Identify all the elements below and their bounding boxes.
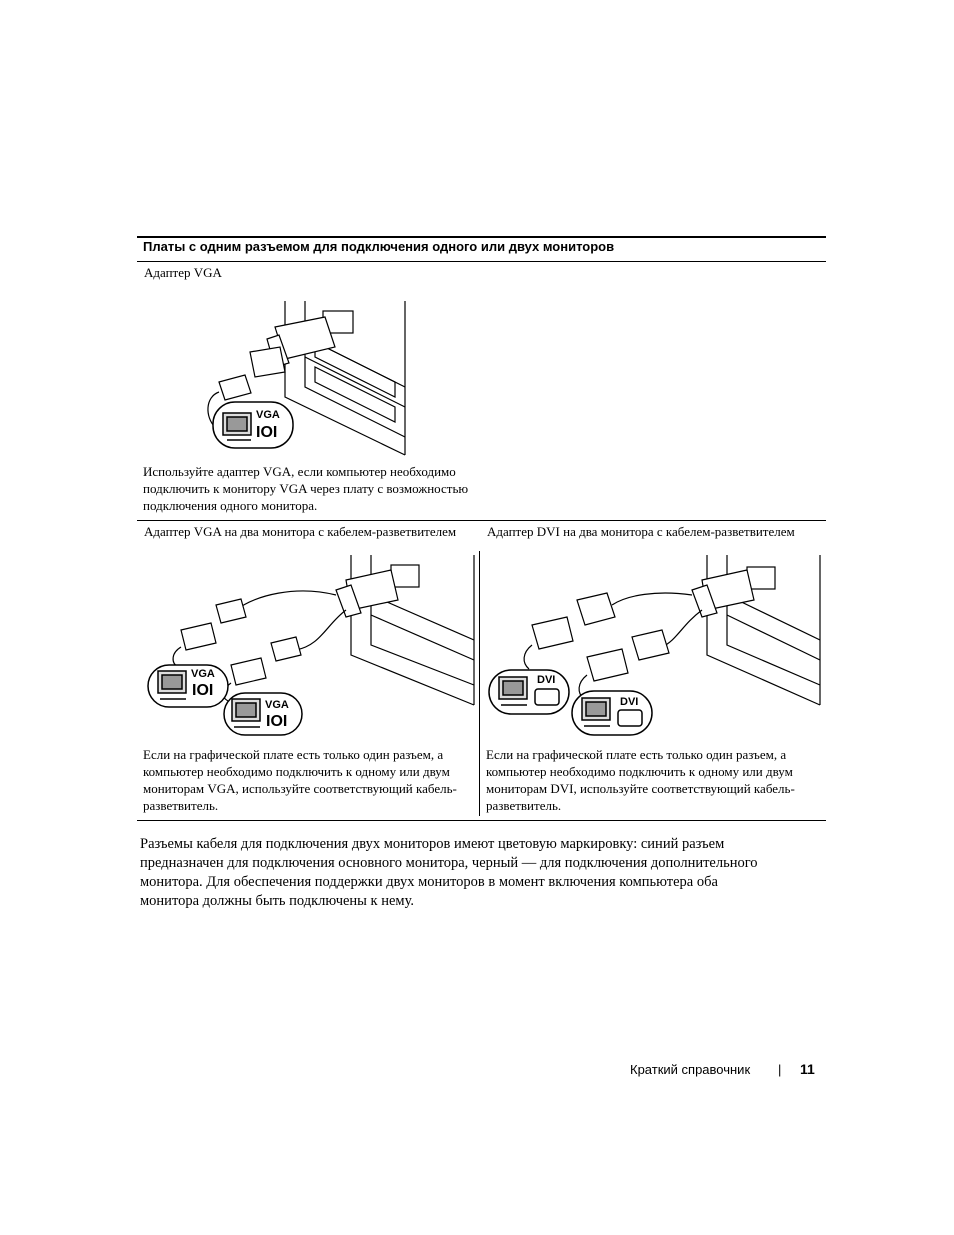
dvi-splitter-label: Адаптер DVI на два монитора с кабелем-разветвителем [487,524,795,539]
body-paragraph: Разъемы кабеля для подключения двух мониторов имеют цветовую маркировку: синий разъем предназначен для подключения основного монитора, черный — для подключения дополнительного монитора. Для обеспечения поддержки двух мониторов в момент включения компьютера оба монитора должны быть подключены к нему. [140,836,758,909]
dvi-splitter-illustration [487,555,822,735]
table-bottom-rule [137,820,826,821]
dvi-badge-text-1: DVI [537,674,556,686]
dvi-badge-text-2: DVI [620,696,639,708]
table-top-rule [137,236,826,238]
vga-adapter-label: Адаптер VGA [144,265,222,280]
vga-badge-text-1: VGA [191,668,215,680]
footer-section-title: Краткий справочник [630,1062,751,1077]
table-heading: Платы с одним разъемом для подключения одного или двух мониторов [143,239,615,254]
vga-monitor-badge-1 [148,665,228,707]
table-header-rule [137,261,826,262]
footer-separator: | [778,1062,782,1077]
vga-splitter-label: Адаптер VGA на два монитора с кабелем-разветвителем [144,524,457,539]
vga-symbol-text-2: IOI [266,713,288,730]
footer-page-number: 11 [800,1061,815,1077]
vga-splitter-illustration [146,555,476,735]
vga-symbol-text-1: IOI [192,682,214,699]
dvi-splitter-caption: Если на графической плате есть только один разъем, а компьютер необходимо подключить к одному или двум мониторам DVI, используйте соответствующий кабель-разветвитель. [486,747,795,813]
dvi-monitor-badge-2 [572,691,652,735]
vga-badge-text: VGA [256,409,280,421]
cell-divider [479,551,480,816]
vga-badge-text-2: VGA [265,699,289,711]
table-row-rule [137,520,826,521]
vga-splitter-caption: Если на графической плате есть только один разъем, а компьютер необходимо подключить к одному или двум мониторам VGA, используйте соответствующий кабель-разветвитель. [143,747,457,813]
vga-adapter-caption: Используйте адаптер VGA, если компьютер необходимо подключить к монитору VGA через плату с возможностью подключения одного монитора. [143,464,469,513]
vga-symbol-text: IOI [256,424,278,441]
vga-monitor-badge-2 [224,693,302,735]
dvi-monitor-badge-1 [489,670,569,714]
vga-monitor-badge [213,402,293,448]
vga-adapter-illustration [205,297,405,457]
